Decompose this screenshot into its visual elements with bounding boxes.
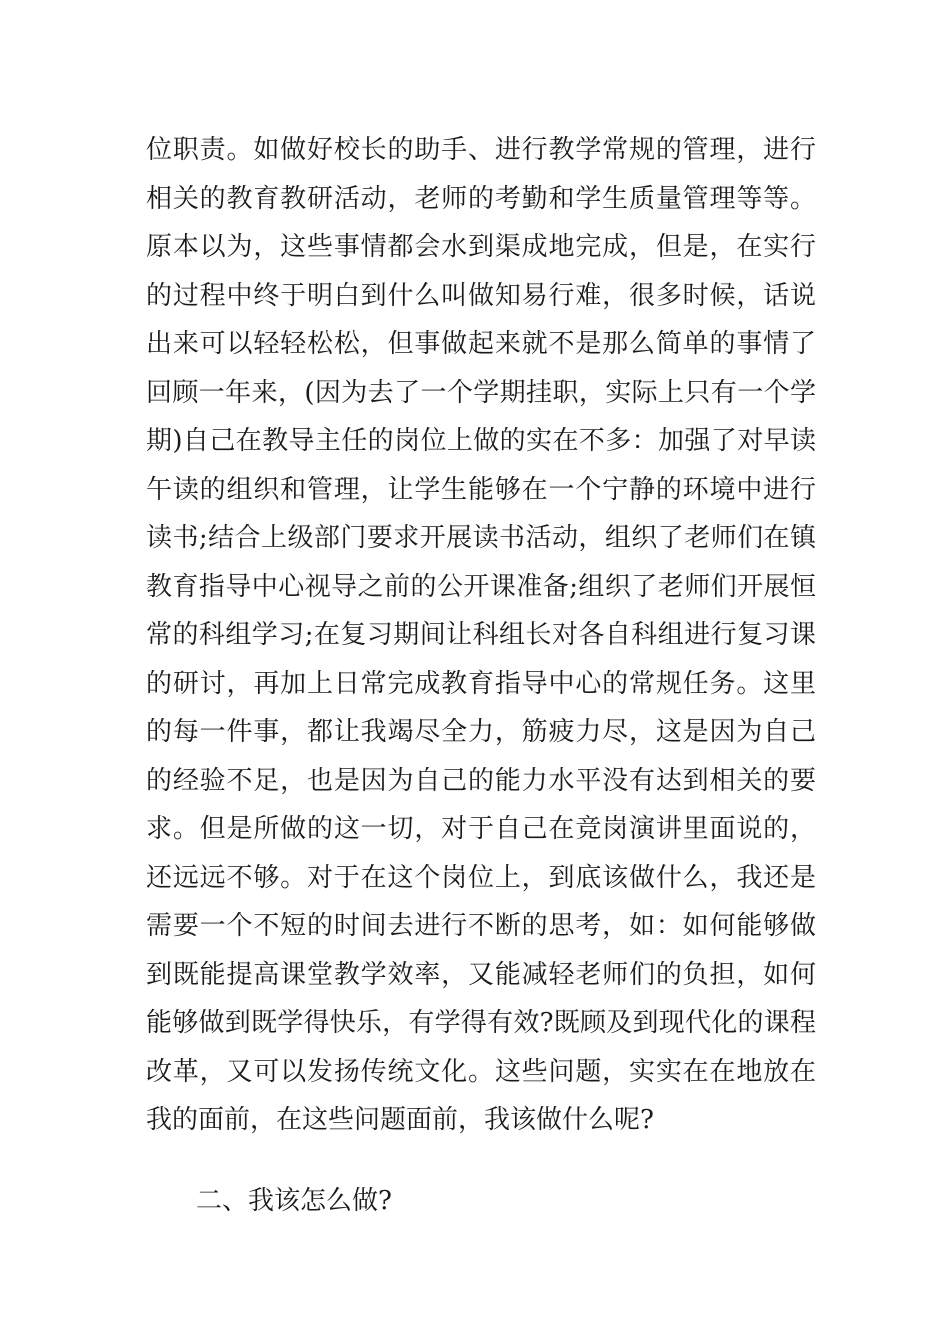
paragraph-line: 常的科组学习;在复习期间让科组长对各自科组进行复习课 [146,620,816,650]
paragraph-line: 相关的教育教研活动，老师的考勤和学生质量管理等等。 [146,183,816,214]
paragraph-line: 出来可以轻轻松松，但事做起来就不是那么简单的事情了 [146,329,816,359]
body-paragraph [146,126,816,1145]
paragraph-line: 的经验不足，也是因为自己的能力水平没有达到相关的要 [146,765,816,796]
paragraph-line: 的研讨，再加上日常完成教育指导中心的常规任务。这里 [146,668,816,699]
paragraph-line: 午读的组织和管理，让学生能够在一个宁静的环境中进行 [146,474,816,505]
paragraph-line: 的每一件事，都让我竭尽全力，筋疲力尽，这是因为自己 [146,717,816,747]
paragraph-line: 求。但是所做的这一切，对于自己在竞岗演讲里面说的， [146,814,816,844]
paragraph-line: 回顾一年来，(因为去了一个学期挂职，实际上只有一个学 [146,377,816,408]
paragraph-line: 的过程中终于明白到什么叫做知易行难，很多时候，话说 [146,280,816,311]
paragraph-line: 读书;结合上级部门要求开展读书活动，组织了老师们在镇 [146,523,816,553]
paragraph-line: 还远远不够。对于在这个岗位上，到底该做什么，我还是 [146,862,816,893]
paragraph-line: 位职责。如做好校长的助手、进行教学常规的管理，进行 [146,135,816,165]
paragraph-line: 能够做到既学得快乐，有学得有效?既顾及到现代化的课程 [146,1008,816,1038]
paragraph-line: 到既能提高课堂教学效率，又能减轻老师们的负担，如何 [146,959,816,990]
paragraph-line: 我的面前，在这些问题面前，我该做什么呢? [146,1105,654,1135]
paragraph-line: 教育指导中心视导之前的公开课准备;组织了老师们开展恒 [146,571,816,602]
paragraph-line: 改革，又可以发扬传统文化。这些问题，实实在在地放在 [146,1056,816,1087]
paragraph-line: 需要一个不短的时间去进行不断的思考，如：如何能够做 [146,911,816,941]
section-heading: 二、我该怎么做? [196,1186,392,1216]
paragraph-line: 期)自己在教导主任的岗位上做的实在不多：加强了对早读 [146,426,816,456]
paragraph-line: 原本以为，这些事情都会水到渠成地完成，但是，在实行 [146,232,816,262]
